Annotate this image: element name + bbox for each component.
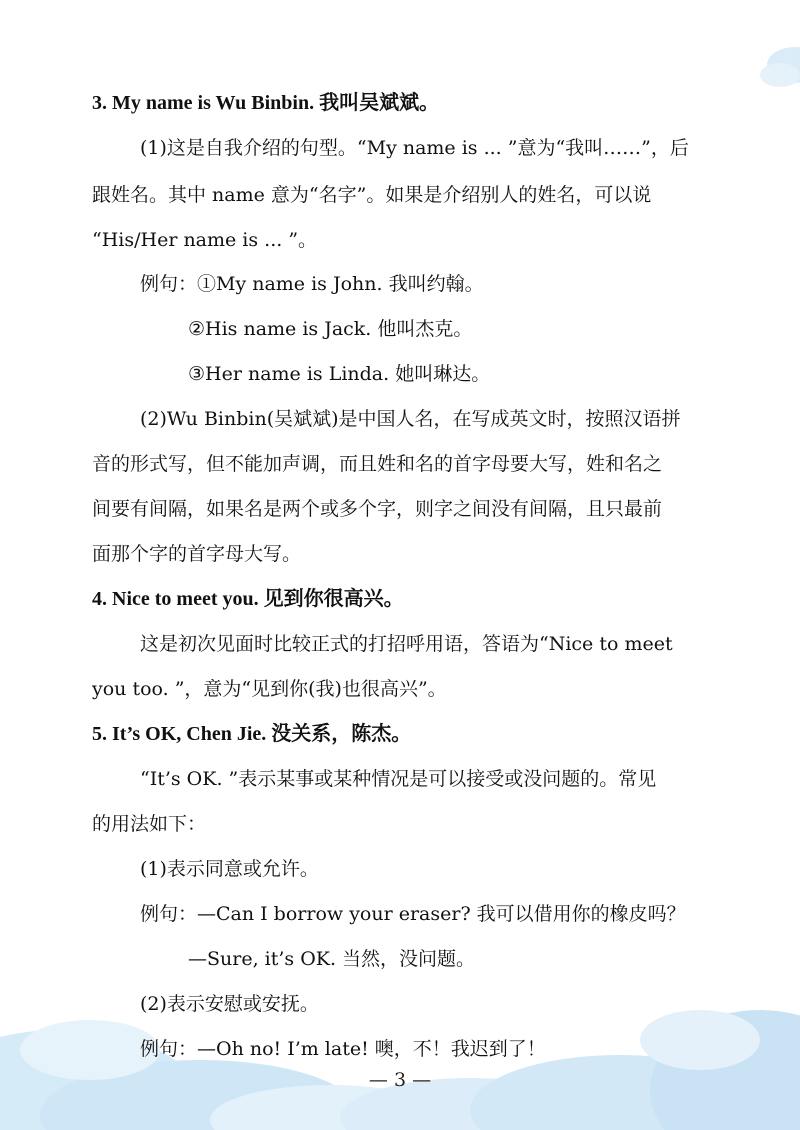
s5-example-3: 例句：—Oh no! I’m late! 噢，不！我迟到了！ (140, 1038, 546, 1060)
s3-example-3: ③Her name is Linda. 她叫琳达。 (188, 363, 491, 385)
s5-para1-line2: 的用法如下： (92, 813, 207, 835)
s3-para1-line2: 跟姓名。其中 name 意为“名字”。如果是介绍别人的姓名，可以说 (92, 184, 652, 206)
s4-para1-line1: 这是初次见面时比较正式的打招呼用语，答语为“Nice to meet (140, 633, 673, 655)
page-number: — 3 — (368, 1069, 432, 1091)
section-3-heading: 3. My name is Wu Binbin. 我叫吴斌斌。 (92, 92, 440, 114)
s3-para2-line1: (2)Wu Binbin(吴斌斌)是中国人名，在写成英文时，按照汉语拼 (140, 408, 681, 430)
s3-para2-line3: 间要有间隔，如果名是两个或多个字，则字之间没有间隔，且只最前 (92, 498, 663, 520)
section-5-heading: 5. It’s OK, Chen Jie. 没关系，陈杰。 (92, 723, 412, 745)
s5-item-1: (1)表示同意或允许。 (140, 858, 319, 880)
s3-para1-line3: “His/Her name is ... ”。 (92, 229, 318, 251)
s3-para1-line1: (1)这是自我介绍的句型。“My name is ... ”意为“我叫……”，后 (140, 137, 689, 159)
s5-item-2: (2)表示安慰或安抚。 (140, 993, 319, 1015)
s5-example-1: 例句：—Can I borrow your eraser? 我可以借用你的橡皮吗？ (140, 903, 686, 925)
s4-para1-line2: you too. ”，意为“见到你(我)也很高兴”。 (92, 678, 447, 700)
s5-example-2: —Sure, it’s OK. 当然，没问题。 (188, 948, 476, 970)
s3-example-1: 例句：①My name is John. 我叫约翰。 (140, 273, 484, 295)
s3-example-2: ②His name is Jack. 他叫杰克。 (188, 318, 473, 340)
s3-para2-line4: 面那个字的首字母大写。 (92, 543, 302, 565)
s3-para2-line2: 音的形式写，但不能加声调，而且姓和名的首字母要大写，姓和名之 (92, 453, 663, 475)
section-4-heading: 4. Nice to meet you. 见到你很高兴。 (92, 588, 404, 610)
s5-para1-line1: “It’s OK. ”表示某事或某种情况是可以接受或没问题的。常见 (140, 768, 657, 790)
